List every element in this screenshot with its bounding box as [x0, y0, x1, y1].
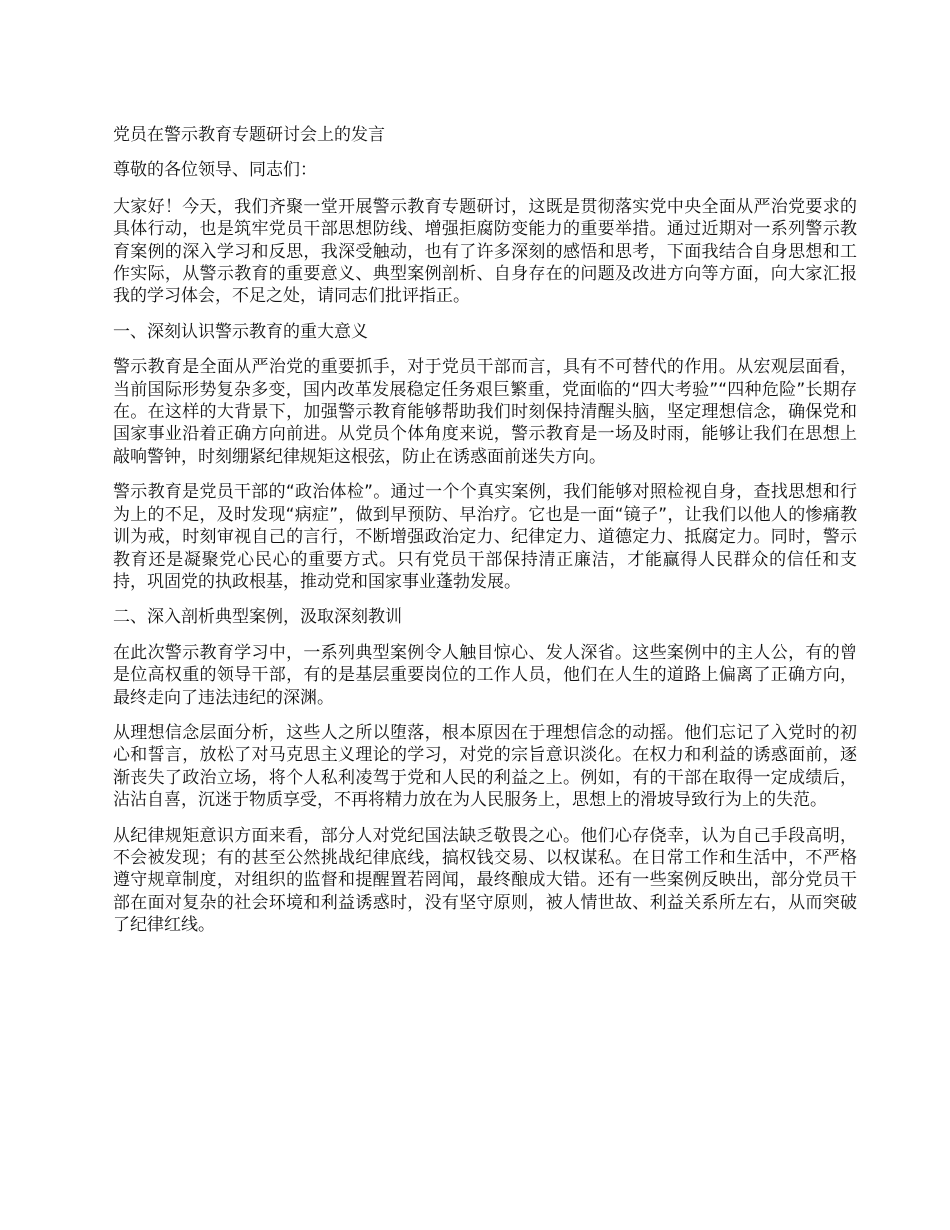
document-page: [113, 124, 857, 950]
section-2-paragraph-3: 从纪律规矩意识方面来看，部分人对党纪国法缺乏敬畏之心。他们心存侥幸，认为自己手段高明，不会被发现；有的甚至公然挑战纪律底线，搞权钱交易、以权谋私。在日常工作和生活中，不严格遵守规章制度，对组织的监督和提醒置若罔闻，最终酿成大错。还有一些案例反映出，部分党员干部在面对复杂的社会环境和利益诱惑时，没有坚守原则，被人情世故、利益关系所左右，从而突破了纪律红线。: [113, 825, 857, 936]
document-title: 党员在警示教育专题研讨会上的发言: [113, 125, 385, 145]
greeting-line: 尊敬的各位领导、同志们：: [113, 160, 317, 181]
section-1-paragraph-2: 警示教育是党员干部的“政治体检”。通过一个个真实案例，我们能够对照检视自身，查找思想和行为上的不足，及时发现“病症”，做到早预防、早治疗。它也是一面“镜子”，让我们以他人的惨痛教训为戒，时刻审视自己的言行，不断增强政治定力、纪律定力、道德定力、抵腐定力。同时，警示教育还是凝聚党心民心的重要方式。只有党员干部保持清正廉洁，才能赢得人民群众的信任和支持，巩固党的执政根基，推动党和国家事业蓬勃发展。: [113, 482, 857, 592]
intro-paragraph: 大家好！今天，我们齐聚一堂开展警示教育专题研讨，这既是贯彻落实党中央全面从严治党要求的具体行动，也是筑牢党员干部思想防线、增强拒腐防变能力的重要举措。通过近期对一系列警示教育案例的深入学习和反思，我深受触动，也有了许多深刻的感悟和思考，下面我结合自身思想和工作实际，从警示教育的重要意义、典型案例剖析、自身存在的问题及改进方向等方面，向大家汇报我的学习体会，不足之处，请同志们批评指正。: [113, 196, 857, 307]
section-heading-2: 二、深入剖析典型案例，汲取深刻教训: [113, 607, 402, 628]
section-2-paragraph-1: 在此次警示教育学习中，一系列典型案例令人触目惊心、发人深省。这些案例中的主人公，有的曾是位高权重的领导干部，有的是基层重要岗位的工作人员，他们在人生的道路上偏离了正确方向，最终走向了违法违纪的深渊。: [113, 642, 857, 708]
section-1-paragraph-1: 警示教育是全面从严治党的重要抓手，对于党员干部而言，具有不可替代的作用。从宏观层面看，当前国际形势复杂多变，国内改革发展稳定任务艰巨繁重，党面临的“四大考验”“四种危险”长期存在。在这样的大背景下，加强警示教育能够帮助我们时刻保持清醒头脑，坚定理想信念，确保党和国家事业沿着正确方向前进。从党员个体角度来说，警示教育是一场及时雨，能够让我们在思想上敲响警钟，时刻绷紧纪律规矩这根弦，防止在诱惑面前迷失方向。: [113, 357, 857, 467]
section-heading-1: 一、深刻认识警示教育的重大意义: [113, 321, 368, 342]
section-2-paragraph-2: 从理想信念层面分析，这些人之所以堕落，根本原因在于理想信念的动摇。他们忘记了入党时的初心和誓言，放松了对马克思主义理论的学习，对党的宗旨意识淡化。在权力和利益的诱惑面前，逐渐丧失了政治立场，将个人私利凌驾于党和人民的利益之上。例如，有的干部在取得一定成绩后，沾沾自喜，沉迷于物质享受，不再将精力放在为人民服务上，思想上的滑坡导致行为上的失范。: [113, 722, 857, 811]
